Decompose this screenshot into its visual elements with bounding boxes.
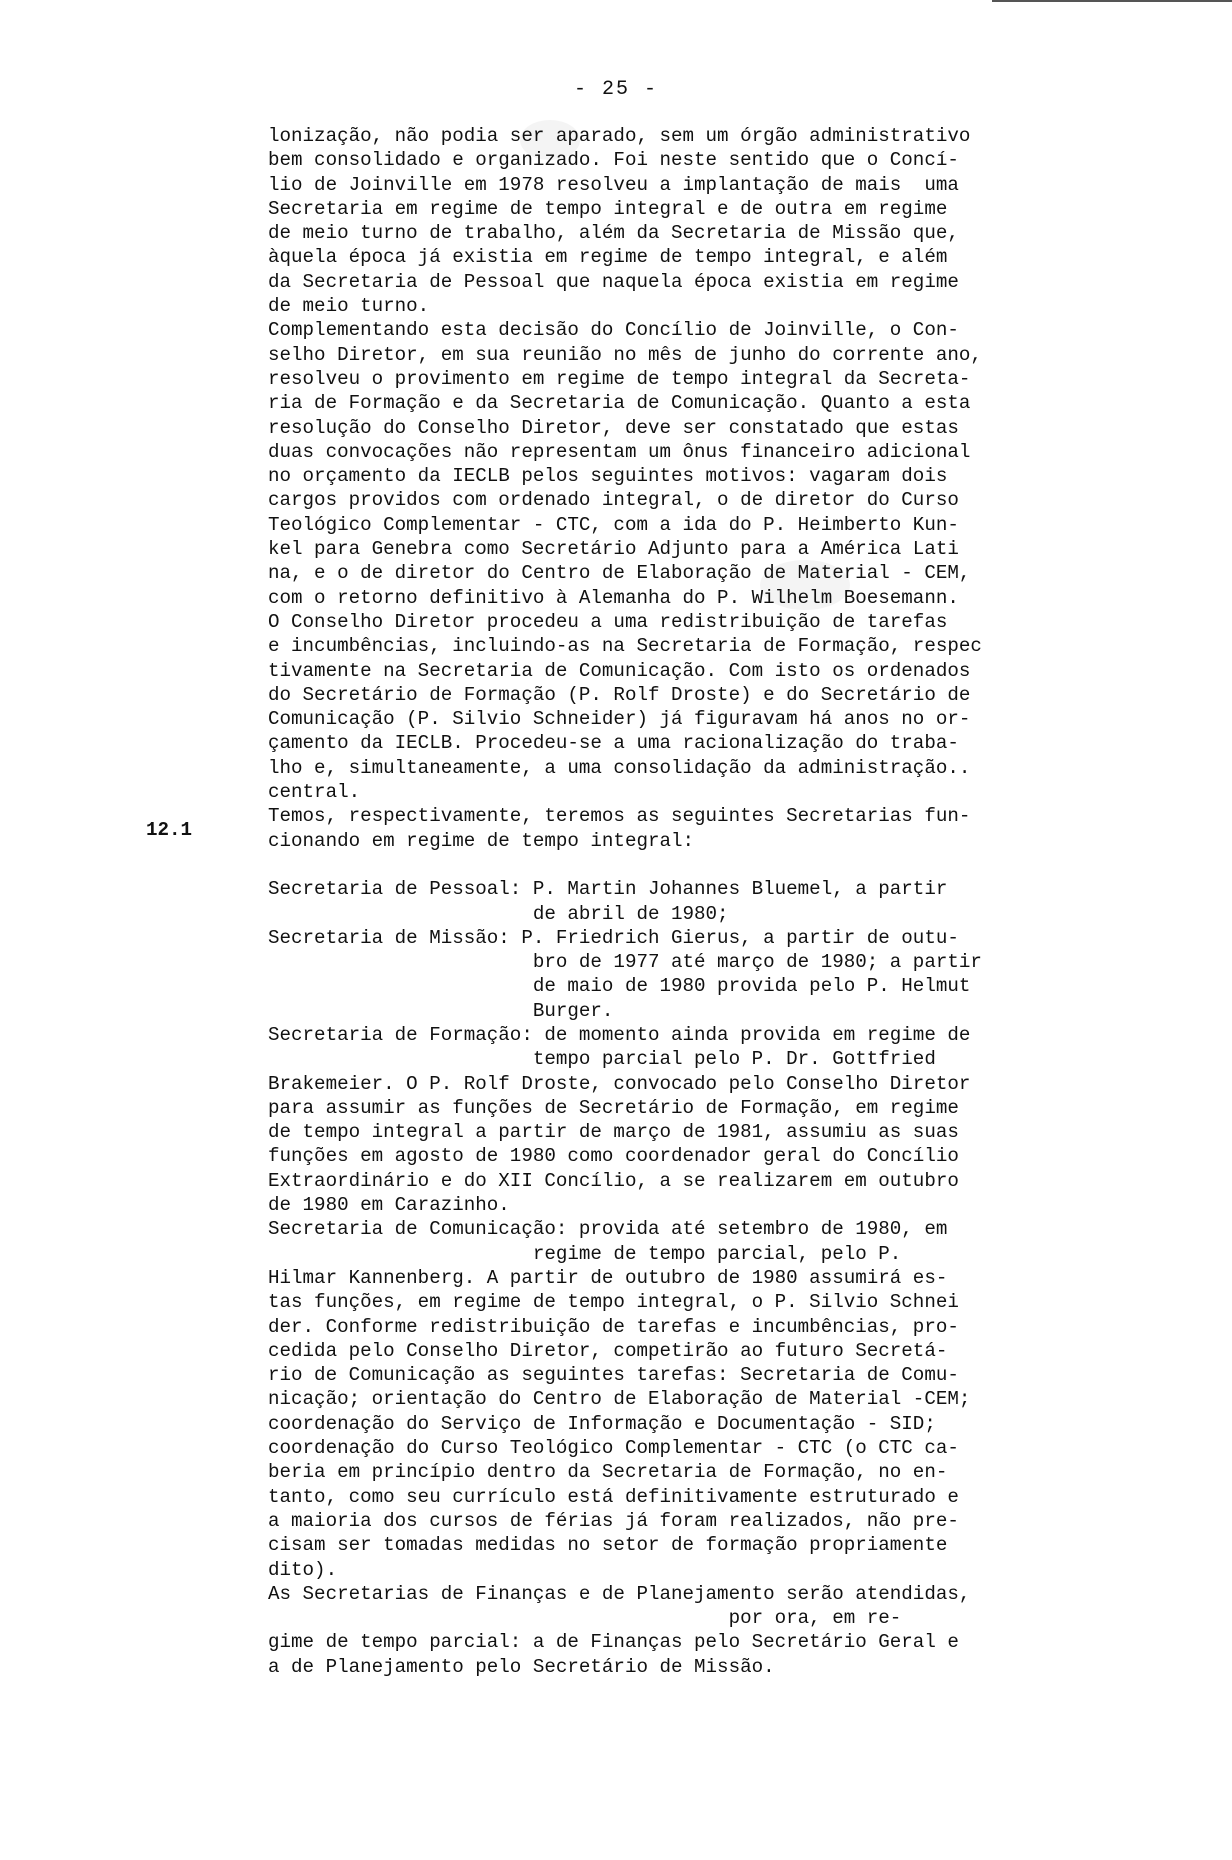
text-line: de 1980 em Carazinho. <box>268 1194 510 1217</box>
text-line <box>268 853 1178 877</box>
text-line: gime de tempo parcial: a de Finanças pelo Secretário Geral e <box>268 1631 959 1654</box>
text-line: As Secretarias de Finanças e de Planejamento serão atendidas, <box>268 1582 971 1605</box>
text-line: selho Diretor, em sua reunião no mês de junho do corrente ano, <box>268 343 982 366</box>
text-line: Extraordinário e do XII Concílio, a se realizarem em outubro <box>268 1169 959 1192</box>
text-line: cargos providos com ordenado integral, o de diretor do Curso <box>268 489 959 512</box>
text-line: der. Conforme redistribuição de tarefas e incumbências, pro- <box>268 1315 959 1338</box>
text-line: e incumbências, incluindo-as na Secretaria de Formação, respec <box>268 635 982 658</box>
text-line: Complementando esta decisão do Concílio de Joinville, o Con- <box>268 319 959 342</box>
text-line: de maio de 1980 provida pelo P. Helmut <box>268 975 971 998</box>
text-line: regime de tempo parcial, pelo P. <box>268 1242 902 1265</box>
text-line: cedida pelo Conselho Diretor, competirão ao futuro Secretá- <box>268 1339 948 1362</box>
text-line: para assumir as funções de Secretário de Formação, em regime <box>268 1096 959 1119</box>
text-line: çamento da IECLB. Procedeu-se a uma racionalização do traba- <box>268 732 959 755</box>
text-line: Hilmar Kannenberg. A partir de outubro de 1980 assumirá es- <box>268 1266 948 1289</box>
text-line: Teológico Complementar - CTC, com a ida do P. Heimberto Kun- <box>268 513 959 536</box>
text-line: coordenação do Serviço de Informação e Documentação - SID; <box>268 1412 936 1435</box>
text-line: resolução do Conselho Diretor, deve ser constatado que estas <box>268 416 959 439</box>
text-line: Brakemeier. O P. Rolf Droste, convocado pelo Conselho Diretor <box>268 1072 971 1095</box>
text-line: duas convocações não representam um ônus financeiro adicional <box>268 440 971 463</box>
text-line: por ora, em re- <box>268 1607 902 1630</box>
text-line: com o retorno definitivo à Alemanha do P. Wilhelm Boesemann. <box>268 586 959 609</box>
text-line: coordenação do Curso Teológico Complementar - CTC (o CTC ca- <box>268 1437 959 1460</box>
section-number: 12.1 <box>146 819 193 841</box>
text-line: na, e o de diretor do Centro de Elaboração de Material - CEM, <box>268 562 971 585</box>
text-line: de tempo integral a partir de março de 1981, assumiu as suas <box>268 1121 959 1144</box>
text-line: lho e, simultaneamente, a uma consolidação da administração.. <box>268 756 971 779</box>
text-line: nicação; orientação do Centro de Elaboração de Material -CEM; <box>268 1388 971 1411</box>
text-line: ria de Formação e da Secretaria de Comunicação. Quanto a esta <box>268 392 971 415</box>
text-line: central. <box>268 781 361 804</box>
text-line: da Secretaria de Pessoal que naquela época existia em regime <box>268 270 959 293</box>
text-line: Secretaria de Pessoal: P. Martin Johannes Bluemel, a partir <box>268 878 948 901</box>
text-line: a de Planejamento pelo Secretário de Missão. <box>268 1655 775 1678</box>
text-line: funções em agosto de 1980 como coordenador geral do Concílio <box>268 1145 959 1168</box>
text-line: Secretaria em regime de tempo integral e de outra em regime <box>268 197 948 220</box>
text-line: tivamente na Secretaria de Comunicação. Com isto os ordenados <box>268 659 971 682</box>
text-line: de abril de 1980; <box>268 902 729 925</box>
text-line: àquela época já existia em regime de tempo integral, e além <box>268 246 948 269</box>
text-line: resolveu o provimento em regime de tempo integral da Secreta- <box>268 367 971 390</box>
text-line: cionando em regime de tempo integral: <box>268 829 695 852</box>
text-line: de meio turno de trabalho, além da Secretaria de Missão que, <box>268 222 959 245</box>
text-line: do Secretário de Formação (P. Rolf Droste) e do Secretário de <box>268 683 971 706</box>
text-line: bro de 1977 até março de 1980; a partir <box>268 951 982 974</box>
text-line: lio de Joinville em 1978 resolveu a implantação de mais uma <box>268 173 959 196</box>
text-line: Secretaria de Comunicação: provida até setembro de 1980, em <box>268 1218 948 1241</box>
page-number: - 25 - <box>573 78 658 101</box>
text-line: a maioria dos cursos de férias já foram realizados, não pre- <box>268 1509 959 1532</box>
text-line: de meio turno. <box>268 295 430 318</box>
text-line: tanto, como seu currículo está definitivamente estruturado e <box>268 1485 959 1508</box>
text-line: O Conselho Diretor procedeu a uma redistribuição de tarefas <box>268 610 948 633</box>
text-line: tas funções, em regime de tempo integral, o P. Silvio Schnei <box>268 1291 959 1314</box>
text-line: no orçamento da IECLB pelos seguintes motivos: vagaram dois <box>268 465 948 488</box>
text-line: rio de Comunicação as seguintes tarefas: Secretaria de Comu- <box>268 1364 959 1387</box>
text-line: kel para Genebra como Secretário Adjunto para a América Lati <box>268 538 959 561</box>
text-line: beria em princípio dentro da Secretaria de Formação, no en- <box>268 1461 948 1484</box>
text-line: Comunicação (P. Silvio Schneider) já figuravam há anos no or- <box>268 708 971 731</box>
text-line: Secretaria de Missão: P. Friedrich Gierus, a partir de outu- <box>268 926 959 949</box>
text-line: Temos, respectivamente, teremos as seguintes Secretarias fun- <box>268 805 971 828</box>
text-line: dito). <box>268 1558 338 1581</box>
body-text <box>268 124 1178 1679</box>
text-line: bem consolidado e organizado. Foi neste sentido que o Concí- <box>268 149 959 172</box>
text-line: cisam ser tomadas medidas no setor de formação propriamente <box>268 1534 948 1557</box>
top-edge-rule <box>992 0 1232 2</box>
text-line: lonização, não podia ser aparado, sem um órgão administrativo <box>268 125 971 147</box>
text-line: tempo parcial pelo P. Dr. Gottfried <box>268 1048 936 1071</box>
text-line: Secretaria de Formação: de momento ainda provida em regime de <box>268 1023 971 1046</box>
text-line: Burger. <box>268 999 614 1022</box>
